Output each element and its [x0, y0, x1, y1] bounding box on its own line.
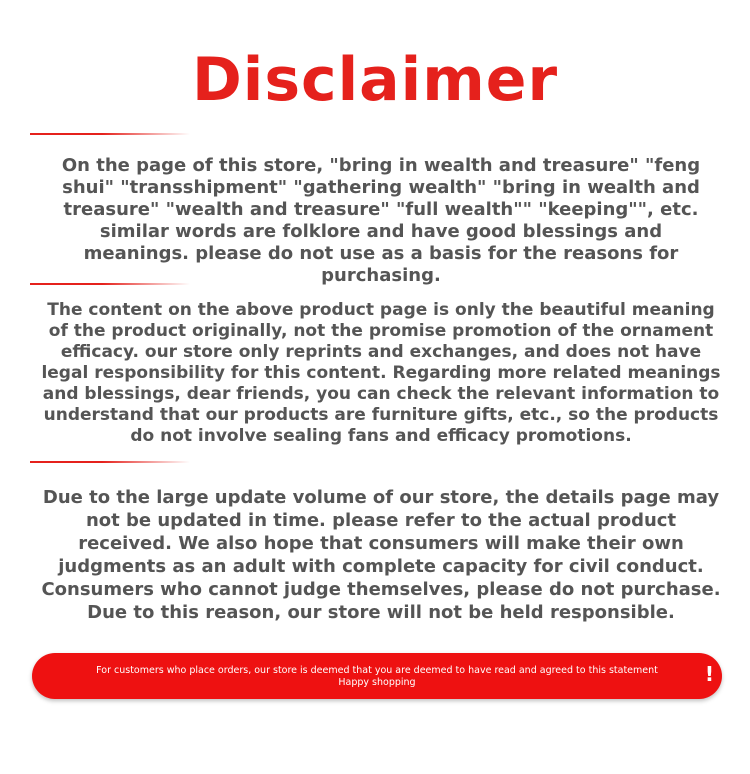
notice-line-statement: For customers who place orders, our store is deemed that you are deemed to have read and agreed to this statement: [96, 665, 658, 676]
divider-1: [30, 133, 190, 135]
order-notice-banner: [32, 653, 722, 699]
paragraph-product-meaning: The content on the above product page is only the beautiful meaning of the product originally, not the promise promotion of the ornament efficacy. our store only reprints and exchanges, and does not have legal responsibility for this content. Regarding more related meanings and blessings, dear friends, you can check the relevant information to understand that our products are furniture gifts, etc., so the products do not involve sealing fans and efficacy promotions.: [41, 300, 721, 446]
divider-2: [30, 283, 190, 285]
paragraph-update-volume: Due to the large update volume of our store, the details page may not be updated in time. please refer to the actual product received. We also hope that consumers will make their own judgments as an adult with complete capacity for civil conduct. Consumers who cannot judge themselves, please do not purchase. Due to this reason, our store will not be held responsible.: [41, 487, 721, 623]
exclamation-icon: !: [704, 662, 714, 686]
paragraph-folklore: On the page of this store, "bring in wealth and treasure" "feng shui" "transshipment" "gathering wealth" "bring in wealth and treasure" "wealth and treasure" "full wealth"" "keeping"", etc. similar words are folklore and have good blessings and meanings. please do not use as a basis for the reasons for purchasing.: [61, 155, 701, 286]
page-title: Disclaimer: [191, 45, 559, 115]
divider-3: [30, 461, 190, 463]
notice-line-happy: Happy shopping: [338, 677, 416, 688]
notice-text: [52, 665, 702, 689]
